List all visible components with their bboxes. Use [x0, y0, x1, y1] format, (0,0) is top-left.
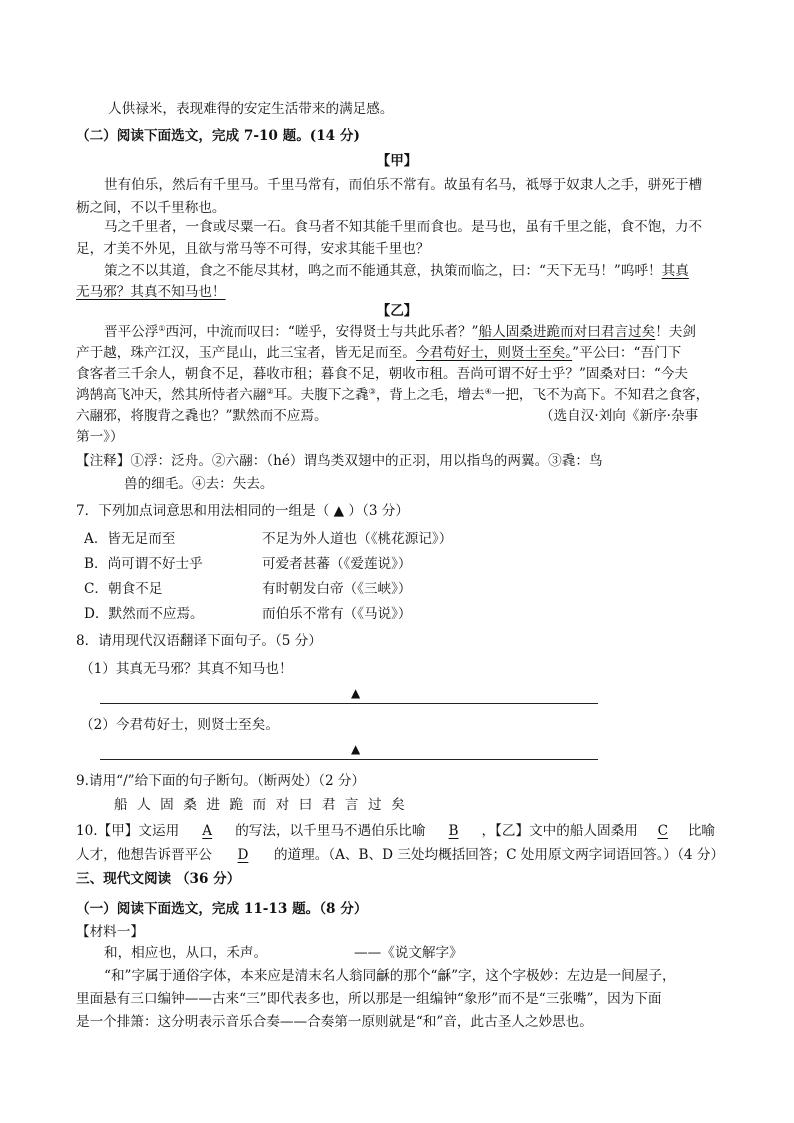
blank-a[interactable]: A	[202, 823, 213, 839]
text-line: 马之千里者，一食或尽粟一石。食马者不知其能千里而食也。是马也，虽有千里之能，食不饱，力不	[104, 219, 703, 235]
text-line	[76, 386, 709, 406]
text-segment: 耳。夫腹下之毳	[273, 387, 369, 403]
answer-marker: ▲	[351, 686, 361, 700]
option-a-label: A．皆无足而至	[84, 531, 176, 547]
option-c-label: C．朝食不足	[84, 581, 163, 597]
blank-c[interactable]: C	[657, 823, 669, 839]
text-line: 枥之间，不以千里称也。	[76, 200, 226, 216]
option-a-text: 不足为外人道也（《桃花源记》）	[262, 531, 453, 547]
text-segment: 10.【甲】文运用	[76, 823, 180, 839]
text-segment: 比喻	[687, 823, 716, 839]
text-segment: 的写法，以千里马不遇伯乐比喻	[235, 823, 426, 839]
answer-line[interactable]	[100, 703, 598, 704]
passage-jia-heading: 【甲】	[376, 153, 418, 169]
question-10-line1	[76, 822, 715, 841]
text-segment: ，【乙】文中的船人固桑用	[481, 823, 638, 839]
text-line: 世有伯乐，然后有千里马。千里马常有，而伯乐不常有。故虽有名马，祗辱于奴隶人之手，骈死于槽	[104, 177, 703, 193]
text-segment: 鸿鹄高飞冲天，然其所恃者六翮	[76, 387, 267, 403]
section-heading: （一）阅读下面选文，完成 11-13 题。（8 分）	[76, 901, 368, 917]
underlined-sentence: 船人固桑进跪而对曰君言过矣	[478, 324, 656, 340]
text-segment: 一把，飞不为高下。不知君之食客，	[491, 387, 710, 403]
option-d-text: 而伯乐不常有（《马说》）	[262, 606, 412, 622]
question-8-1: （1）其真无马邪？其真不知马也！	[80, 661, 293, 677]
text-segment: 西河，中流而叹曰：“嗟乎，安得贤士与共此乐者？”	[165, 324, 479, 340]
blank-b[interactable]: B	[448, 823, 459, 839]
passage-yi-heading: 【乙】	[376, 303, 418, 319]
text-segment: 的道理。（A、B、D 三处均概括回答；C 处用原文两字词语回答。）（4 分）	[273, 847, 725, 863]
text-line: 六翮邪，将腹背之毳也？”默然而不应焉。	[76, 408, 328, 424]
text-segment: 晋平公浮	[104, 324, 159, 340]
question-8: 8．请用现代汉语翻译下面句子。（5 分）	[76, 633, 322, 649]
text-line	[76, 344, 681, 363]
section-heading: 三、现代文阅读 （36 分）	[76, 871, 241, 887]
question-10-line2	[76, 846, 724, 865]
text-segment: ！夫剑	[655, 324, 697, 340]
annotation: 【注释】①浮：泛舟。②六翮：（hé）谓鸟类双翅中的正羽，用以指鸟的两翼。③毳：鸟	[76, 453, 603, 469]
footnote-marker: ①	[158, 324, 166, 333]
text-line	[104, 323, 696, 343]
underlined-sentence: 今君苟好士，则贤士至矣。	[415, 345, 573, 361]
section-heading: （二）阅读下面选文，完成 7-10 题。(14 分)	[76, 128, 360, 144]
text-line: 里面悬有三口编钟——古来“三”即代表多也，所以那是一组编钟“象形”而不是“三张嘴”，因为下面	[76, 991, 662, 1007]
text-line	[104, 262, 689, 281]
option-b-label: B．尚可谓不好士乎	[84, 556, 203, 572]
material-label: 【材料一】	[76, 924, 144, 940]
underlined-sentence: 无马邪？其真不知马也！	[76, 284, 226, 300]
text-segment: 产于越，珠产江汉，玉产昆山，此三宝者，皆无足而至。	[76, 345, 416, 361]
footnote-marker: ④	[484, 387, 492, 396]
text-line: “和”字属于通俗字体，本来应是清末名人翁同龢的那个“龢”字，这个字极妙：左边是一间屋子，	[104, 968, 676, 984]
text-segment: 人才，他想告诉晋平公	[76, 847, 212, 863]
footnote-marker: ②	[266, 387, 274, 396]
text-line: 食客者三千余人，朝食不足，暮收市租；暮食不足，朝收市租。吾尚可谓不好士乎？”固桑对曰：“今夫	[76, 366, 689, 382]
option-b-text: 可爱者甚蕃（《爱莲说》）	[262, 556, 412, 572]
text-segment: ，背上之毛，增去	[375, 387, 485, 403]
text-line: 是一个排箫：这分明表示音乐合奏——合奏第一原则就是“和”音，此古圣人之妙思也。	[76, 1014, 593, 1030]
source-citation: 第一》）	[76, 429, 124, 445]
text-segment: ”平公曰：“吾门下	[572, 345, 682, 361]
blank-d[interactable]: D	[237, 847, 249, 863]
question-8-2: （2）今君苟好士，则贤士至矣。	[80, 717, 279, 733]
answer-line[interactable]	[100, 759, 598, 760]
text-segment: 策之不以其道，食之不能尽其材，鸣之而不能通其意，执策而临之，曰：“天下无马！”呜呼！	[104, 263, 662, 279]
quote-source: ——《说文解字》	[354, 945, 463, 961]
quote-text: 和，相应也，从口，禾声。	[104, 945, 268, 961]
text-line: 足，才美不外见，且欲与常马等不可得，安求其能千里也？	[76, 241, 430, 257]
text-line: 人供禄米，表现难得的安定生活带来的满足感。	[108, 101, 394, 117]
source-citation: （选自汉·刘向《新序·杂事	[540, 408, 699, 424]
option-c-text: 有时朝发白帝（《三峡》）	[262, 581, 412, 597]
answer-marker: ▲	[351, 742, 361, 756]
footnote-marker: ③	[368, 387, 376, 396]
underlined-sentence: 其真	[661, 263, 689, 279]
question-9: 9.请用“/”给下面的句子断句。（断两处）（2 分）	[76, 773, 366, 789]
question-7: 7．下列加点词意思和用法相同的一组是（ ▲ ）（3 分）	[76, 503, 409, 519]
annotation: 兽的细毛。④去：失去。	[124, 476, 274, 492]
sentence-to-punctuate: 船人固桑进跪而对曰君言过矣	[114, 797, 415, 813]
option-d-label: D．默然而不应焉。	[84, 606, 204, 622]
